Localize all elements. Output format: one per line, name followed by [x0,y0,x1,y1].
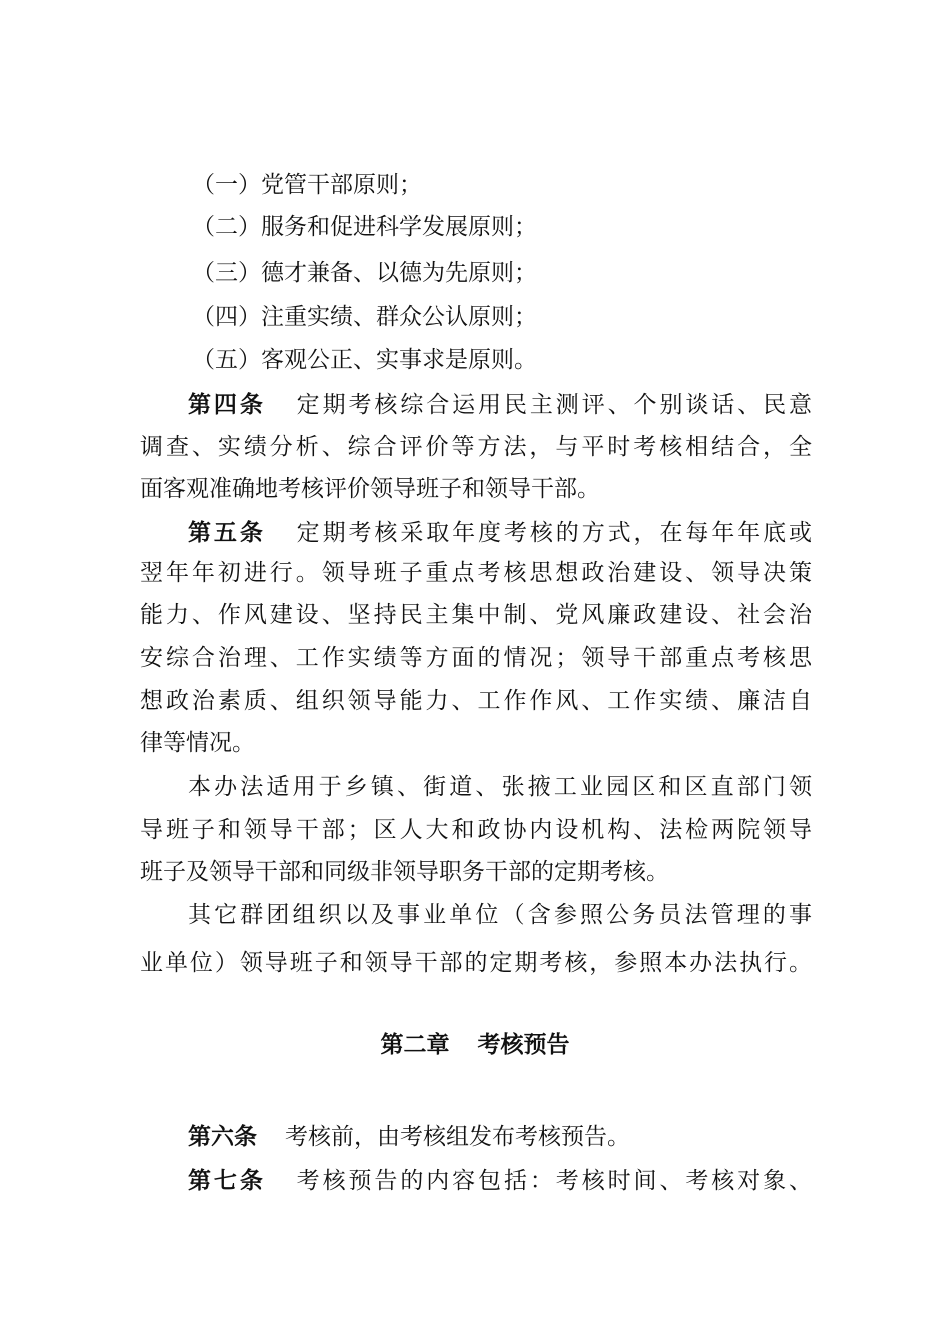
article-5-line: 能力、作风建设、坚持民主集中制、党风廉政建设、社会治 [140,602,812,628]
article-5-text: 定期考核采取年度考核的方式，在每年年底或 [293,520,813,546]
article-7-line [188,1166,812,1196]
article-4-label: 第四条 [188,392,266,418]
scope-line: 导班子和领导干部；区人大和政协内设机构、法检两院领导 [140,817,812,843]
article-5-line: 翌年年初进行。领导班子重点考核思想政治建设、领导决策 [140,560,812,586]
principle-item: （二）服务和促进科学发展原则； [192,214,537,240]
article-4-text: 定期考核综合运用民主测评、个别谈话、民意 [293,392,813,418]
other-orgs-line: 其它群团组织以及事业单位（含参照公务员法管理的事 [188,902,812,928]
article-7-text: 考核预告的内容包括：考核时间、考核对象、 [293,1168,813,1194]
other-orgs-line: 业单位）领导班子和领导干部的定期考核，参照本办法执行。 [140,950,812,976]
article-4-line: 调查、实绩分析、综合评价等方法，与平时考核相结合，全 [140,434,812,460]
article-4-line [188,390,812,420]
principle-item: （五）客观公正、实事求是原则。 [192,347,537,373]
chapter-heading [0,1030,950,1060]
principle-item: （一）党管干部原则； [192,172,422,198]
article-5-label: 第五条 [188,520,266,546]
scope-line: 班子及领导干部和同级非领导职务干部的定期考核。 [140,859,669,885]
chapter-label: 第二章 [380,1032,450,1058]
article-5-line: 律等情况。 [140,730,255,756]
article-6-text: 考核前，由考核组发布考核预告。 [285,1124,630,1150]
article-4-line: 面客观准确地考核评价领导班子和领导干部。 [140,476,600,502]
article-5-line: 安综合治理、工作实绩等方面的情况；领导干部重点考核思 [140,645,812,671]
article-7-label: 第七条 [188,1168,266,1194]
article-6-line [188,1122,630,1152]
chapter-title: 考核预告 [477,1032,570,1058]
article-5-line [188,518,812,548]
principle-item: （三）德才兼备、以德为先原则； [192,260,537,286]
article-6-label: 第六条 [188,1124,257,1150]
principle-item: （四）注重实绩、群众公认原则； [192,304,537,330]
article-5-line: 想政治素质、组织领导能力、工作作风、工作实绩、廉洁自 [140,688,812,714]
scope-line: 本办法适用于乡镇、街道、张掖工业园区和区直部门领 [188,774,812,800]
